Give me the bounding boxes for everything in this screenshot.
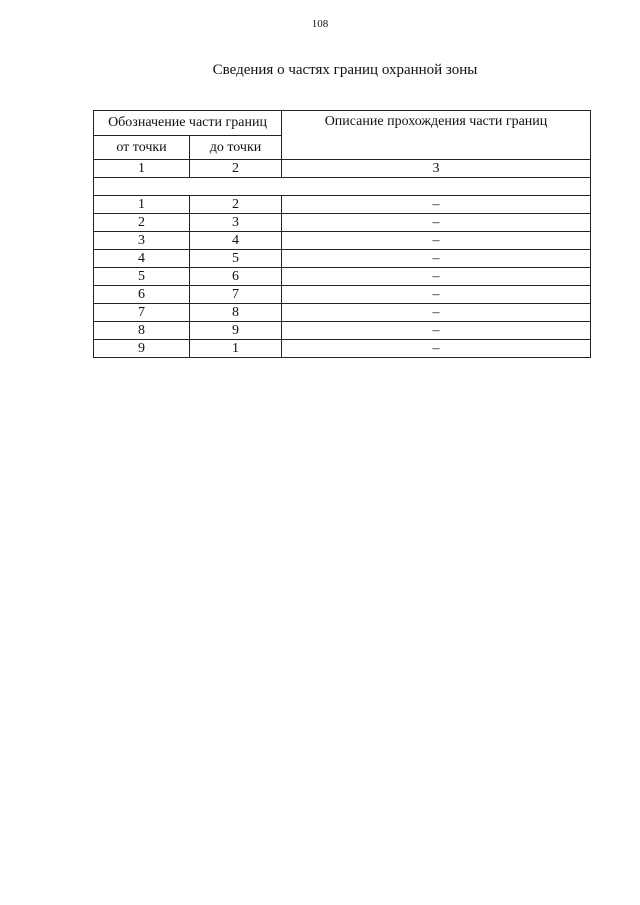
- to-point-cell: 4: [190, 232, 282, 250]
- description-cell: –: [282, 250, 591, 268]
- to-point-cell: 7: [190, 286, 282, 304]
- to-point-cell: 3: [190, 214, 282, 232]
- from-point-cell: 6: [94, 286, 190, 304]
- from-point-cell: 8: [94, 322, 190, 340]
- description-cell: –: [282, 286, 591, 304]
- header-boundary-designation: Обозначение части границ: [94, 111, 282, 136]
- from-point-cell: 1: [94, 196, 190, 214]
- table-row: [94, 214, 591, 232]
- description-cell: –: [282, 214, 591, 232]
- table-row: [94, 232, 591, 250]
- table-header: [94, 111, 591, 160]
- page-number: 108: [311, 18, 329, 30]
- to-point-cell: 8: [190, 304, 282, 322]
- column-number-1: 1: [94, 160, 190, 178]
- description-cell: –: [282, 322, 591, 340]
- header-to-point: до точки: [190, 136, 282, 160]
- from-point-cell: 3: [94, 232, 190, 250]
- from-point-cell: 7: [94, 304, 190, 322]
- description-cell: –: [282, 268, 591, 286]
- table-row: [94, 340, 591, 358]
- empty-section-row: [94, 178, 591, 196]
- column-number-3: 3: [282, 160, 591, 178]
- table-row: [94, 250, 591, 268]
- to-point-cell: 6: [190, 268, 282, 286]
- table-row: [94, 196, 591, 214]
- description-cell: –: [282, 340, 591, 358]
- from-point-cell: 4: [94, 250, 190, 268]
- table-row: [94, 268, 591, 286]
- header-boundary-description: Описание прохождения части границ: [282, 111, 591, 160]
- table-body: [94, 160, 591, 358]
- to-point-cell: 5: [190, 250, 282, 268]
- document-title: Сведения о частях границ охранной зоны: [212, 62, 478, 78]
- to-point-cell: 9: [190, 322, 282, 340]
- to-point-cell: 1: [190, 340, 282, 358]
- column-number-2: 2: [190, 160, 282, 178]
- column-number-row: [94, 160, 591, 178]
- description-cell: –: [282, 304, 591, 322]
- table-row: [94, 322, 591, 340]
- description-cell: –: [282, 196, 591, 214]
- empty-section-cell: [94, 178, 591, 196]
- boundary-parts-table: [93, 110, 591, 358]
- from-point-cell: 2: [94, 214, 190, 232]
- description-cell: –: [282, 232, 591, 250]
- table-row: [94, 304, 591, 322]
- table-row: [94, 286, 591, 304]
- from-point-cell: 9: [94, 340, 190, 358]
- header-from-point: от точки: [94, 136, 190, 160]
- from-point-cell: 5: [94, 268, 190, 286]
- to-point-cell: 2: [190, 196, 282, 214]
